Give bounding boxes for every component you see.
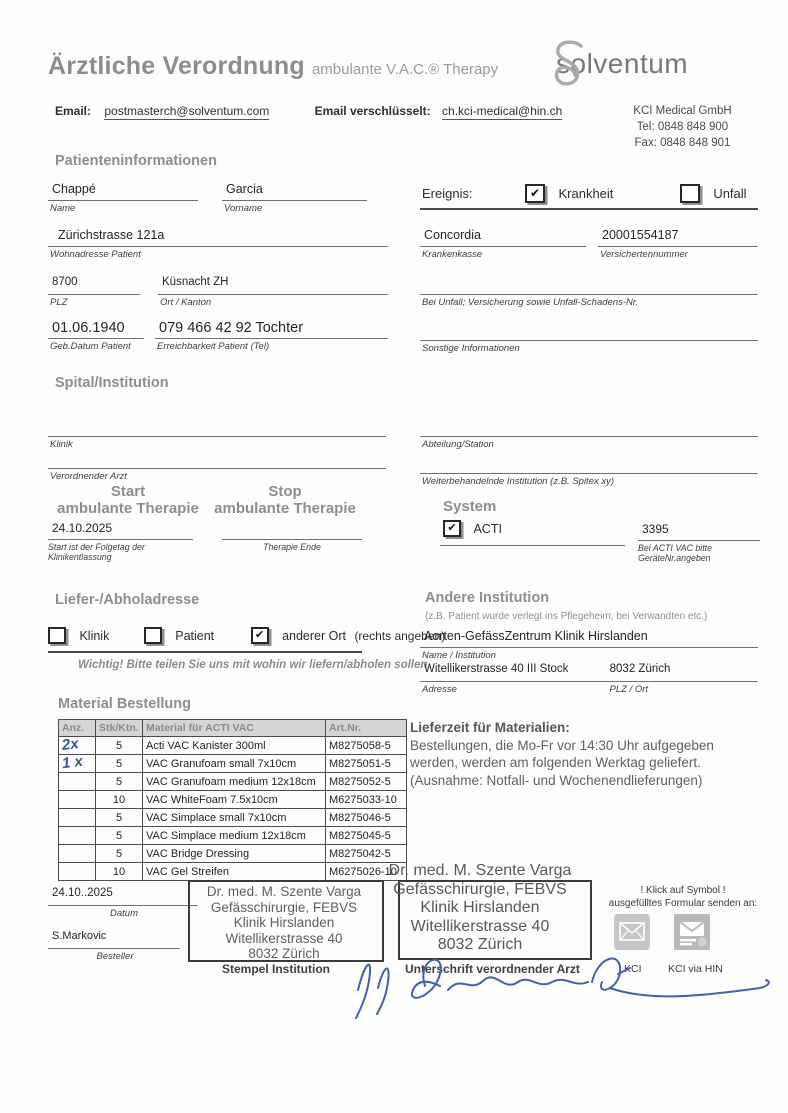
liefer-anderer-ort-checkbox[interactable]: ✔ bbox=[251, 627, 269, 644]
send-note: ! Klick auf Symbol ! ausgefülltes Formular senden an: bbox=[608, 885, 758, 909]
ereignis-divider bbox=[420, 208, 758, 210]
page-title bbox=[48, 52, 498, 81]
table-row: 5 VAC Simplace small 7x10cm M8275046-5 bbox=[59, 809, 407, 827]
unfall-nr-value bbox=[420, 276, 758, 295]
besteller-label: Besteller bbox=[96, 951, 134, 962]
stop-therapie-heading: Stop ambulante Therapie bbox=[214, 483, 356, 517]
col-stk: Stk/Ktn. bbox=[96, 720, 143, 737]
klinik-label: Klinik bbox=[50, 439, 73, 450]
system-acti-row bbox=[443, 520, 502, 538]
krankheit-label: Krankheit bbox=[558, 186, 614, 201]
datum-label: Datum bbox=[110, 908, 138, 919]
abteilung-label: Abteilung/Station bbox=[422, 439, 494, 450]
liefer-patient-checkbox[interactable] bbox=[144, 627, 162, 644]
geburtsdatum-label: Geb.Datum Patient bbox=[50, 341, 131, 352]
liefer-patient-label: Patient bbox=[175, 628, 215, 643]
solventum-logo-icon bbox=[548, 39, 590, 89]
weiterbehandelnde-value bbox=[420, 455, 758, 474]
section-liefer-heading: Liefer-/Abholadresse bbox=[55, 592, 200, 608]
form-subtitle: ambulante V.A.C.® Therapy bbox=[311, 61, 499, 78]
col-material: Material für ACTI VAC bbox=[143, 720, 326, 737]
verordnender-arzt-label: Verordnender Arzt bbox=[50, 471, 127, 482]
table-row: 1 x 5 VAC Granufoam small 7x10cm M8275051-5 bbox=[59, 755, 407, 773]
unfall-checkbox[interactable] bbox=[680, 184, 700, 203]
weiterbehandelnde-label: Weiterbehandelnde Institution (z.B. Spitex xy) bbox=[422, 476, 615, 487]
vorname-value: Garcia bbox=[222, 182, 367, 201]
krankenkasse-value: Concordia bbox=[420, 228, 586, 247]
andere-subtitle: (z.B. Patient wurde verlegt ins Pflegeheim, bei Verwandten etc.) bbox=[425, 611, 708, 622]
solventum-logo bbox=[548, 48, 688, 80]
datum-value: 24.10..2025 bbox=[48, 887, 198, 906]
telefon-value: 079 466 42 92 Tochter bbox=[155, 320, 388, 339]
field-ort bbox=[158, 276, 388, 308]
liefer-klinik-checkbox[interactable] bbox=[48, 627, 66, 644]
email2-label: Email verschlüsselt: bbox=[314, 104, 431, 118]
unterschrift-label: Unterschrift verordnender Arzt bbox=[405, 962, 580, 976]
wohnadresse-label: Wohnadresse Patient bbox=[50, 249, 141, 260]
geburtsdatum-value: 01.06.1940 bbox=[48, 320, 144, 339]
field-krankenkasse bbox=[420, 228, 586, 260]
field-start-datum bbox=[48, 521, 193, 562]
solventum-logo-text: solventum bbox=[556, 48, 689, 79]
stop-datum-caption: Therapie Ende bbox=[263, 542, 321, 552]
start-datum-value: 24.10.2025 bbox=[48, 521, 193, 540]
ereignis-row bbox=[422, 184, 747, 203]
field-plz bbox=[48, 276, 140, 308]
acti-underline bbox=[440, 545, 625, 546]
field-andere-adresse bbox=[420, 663, 758, 695]
table-row: 5 VAC Simplace medium 12x18cm M8275045-5 bbox=[59, 827, 407, 845]
section-patient-heading: Patienteninformationen bbox=[55, 153, 217, 169]
institution-stamp-text: Dr. med. M. Szente Varga Gefässchirurgie, FEBVS Klinik Hirslanden Witellikerstrasse 40 8032 Zürich bbox=[206, 884, 362, 961]
andere-name-value: Aorten-GefässZentrum Klinik Hirslanden bbox=[420, 629, 758, 648]
telefon-label: Erreichbarkeit Patient (Tel) bbox=[157, 341, 270, 352]
material-header-row bbox=[59, 720, 407, 737]
andere-plzort-label: PLZ / Ort bbox=[609, 684, 649, 695]
ort-value: Küsnacht ZH bbox=[158, 276, 388, 295]
klinik-value bbox=[48, 418, 386, 437]
verordnender-arzt-value bbox=[48, 450, 386, 469]
liefer-divider bbox=[48, 651, 362, 653]
name-value: Chappé bbox=[48, 182, 198, 201]
table-row: 10 VAC WhiteFoam 7.5x10cm M6275033-10 bbox=[59, 791, 407, 809]
handwritten-qty: 2x bbox=[60, 734, 80, 754]
field-unfall-nr bbox=[420, 276, 758, 308]
field-geburtsdatum bbox=[48, 320, 144, 352]
signature bbox=[330, 938, 780, 1038]
col-artnr: Art.Nr. bbox=[326, 720, 407, 737]
table-row: 2x 5 Acti VAC Kanister 300ml M8275058-5 bbox=[59, 737, 407, 755]
name-label: Name bbox=[50, 203, 76, 214]
lieferzeit-text: Bestellungen, die Mo-Fr vor 14:30 Uhr aufgegeben werden, werden am folgenden Werktag geliefert. (Ausnahme: Notfall- und Wochenendlieferungen) bbox=[410, 737, 714, 788]
andere-adresse-value: Witellikerstrasse 40 III Stock bbox=[424, 663, 569, 675]
geraetenr-caption: Bei ACTI VAC bitte GeräteNr.angeben bbox=[638, 543, 712, 563]
start-therapie-heading: Start ambulante Therapie bbox=[57, 483, 199, 517]
arzt-stamp-text: Dr. med. M. Szente Varga Gefässchirurgie, FEBVS Klinik Hirslanden Witellikerstrasse 40 8032 Zürich bbox=[388, 862, 572, 953]
stempel-institution-label: Stempel Institution bbox=[222, 962, 330, 976]
unfall-label: Unfall bbox=[713, 186, 747, 201]
lieferzeit-block bbox=[410, 719, 762, 789]
table-row: 5 VAC Granufoam medium 12x18cm M8275052-5 bbox=[59, 773, 407, 791]
lieferzeit-heading: Lieferzeit für Materialien: bbox=[410, 720, 570, 735]
abteilung-value bbox=[420, 418, 758, 437]
stop-datum-value bbox=[222, 521, 362, 540]
form-title: Ärztliche Verordnung bbox=[48, 52, 305, 80]
material-table bbox=[58, 719, 407, 881]
versichertennummer-label: Versichertennummer bbox=[600, 249, 688, 260]
kci-icon-label: KCI bbox=[624, 963, 642, 975]
field-verordnender-arzt bbox=[48, 450, 386, 482]
field-geraetenr bbox=[638, 522, 760, 563]
table-row: 10 VAC Gel Streifen M6275026-10 bbox=[59, 863, 407, 881]
section-spital-heading: Spital/Institution bbox=[55, 375, 169, 391]
company-contact bbox=[600, 103, 765, 151]
sonstige-label: Sonstige Informationen bbox=[422, 343, 520, 354]
vorname-label: Vorname bbox=[224, 203, 263, 214]
versichertennummer-value: 20001554187 bbox=[598, 228, 758, 247]
geraetenr-value: 3395 bbox=[638, 522, 760, 541]
krankheit-checkbox[interactable]: ✔ bbox=[525, 184, 545, 203]
col-anz: Anz. bbox=[59, 720, 96, 737]
field-klinik bbox=[48, 418, 386, 450]
plz-value: 8700 bbox=[48, 276, 140, 295]
liefer-anderer-ort-label: anderer Ort bbox=[282, 628, 346, 643]
liefer-klinik-label: Klinik bbox=[79, 628, 110, 643]
company-fax: Fax: 0848 848 901 bbox=[634, 137, 731, 149]
acti-checkbox[interactable]: ✔ bbox=[443, 520, 461, 537]
field-datum bbox=[48, 887, 198, 919]
field-versichertennummer bbox=[598, 228, 758, 260]
besteller-value: S.Markovic bbox=[48, 930, 180, 949]
andere-adresse-label: Adresse bbox=[422, 684, 457, 695]
liefer-anderer-ort-hint: (rechts angeben) bbox=[354, 628, 446, 643]
handwritten-qty: 1 x bbox=[60, 752, 84, 772]
email-label: Email: bbox=[55, 104, 92, 118]
field-abteilung bbox=[420, 418, 758, 450]
wichtig-note: Wichtig! Bitte teilen Sie uns mit wohin wir liefern/abholen sollen. bbox=[78, 659, 431, 671]
sonstige-value bbox=[420, 322, 758, 341]
krankenkasse-label: Krankenkasse bbox=[422, 249, 483, 260]
field-besteller bbox=[48, 930, 180, 962]
email-link[interactable]: postmasterch@solventum.com bbox=[104, 104, 270, 118]
ort-label: Ort / Kanton bbox=[160, 297, 212, 308]
section-andere-heading: Andere Institution bbox=[425, 590, 550, 606]
email-encrypted-link[interactable]: ch.kci-medical@hin.ch bbox=[442, 104, 563, 118]
andere-name-label: Name / Institution bbox=[422, 650, 496, 661]
acti-label: ACTI bbox=[473, 521, 502, 536]
field-name bbox=[48, 182, 198, 214]
ereignis-label: Ereignis: bbox=[422, 186, 473, 201]
section-material-heading: Material Bestellung bbox=[58, 696, 191, 712]
unfall-nr-label: Bei Unfall; Versicherung sowie Unfall-Schadens-Nr. bbox=[422, 297, 639, 308]
table-row: 5 VAC Bridge Dressing M8275042-5 bbox=[59, 845, 407, 863]
email-row bbox=[55, 104, 562, 118]
liefer-checkbox-row bbox=[48, 627, 445, 645]
company-name: KCI Medical GmbH bbox=[633, 105, 732, 117]
field-stop-datum bbox=[222, 521, 362, 552]
kci-via-hin-icon-label: KCI via HIN bbox=[668, 963, 723, 975]
plz-label: PLZ bbox=[50, 297, 68, 308]
field-weiterbehandelnde bbox=[420, 455, 758, 487]
start-datum-caption: Start ist der Folgetag der Klinikentlassung bbox=[48, 542, 145, 562]
field-andere-name bbox=[420, 629, 758, 661]
andere-plzort-value: 8032 Zürich bbox=[609, 663, 671, 675]
field-vorname bbox=[222, 182, 367, 214]
wohnadresse-value: Zürichstrasse 121a bbox=[48, 228, 388, 247]
field-wohnadresse bbox=[48, 228, 388, 260]
company-tel: Tel: 0848 848 900 bbox=[636, 121, 729, 133]
field-telefon bbox=[155, 320, 388, 352]
field-sonstige bbox=[420, 322, 758, 354]
section-system-heading: System bbox=[443, 498, 497, 515]
